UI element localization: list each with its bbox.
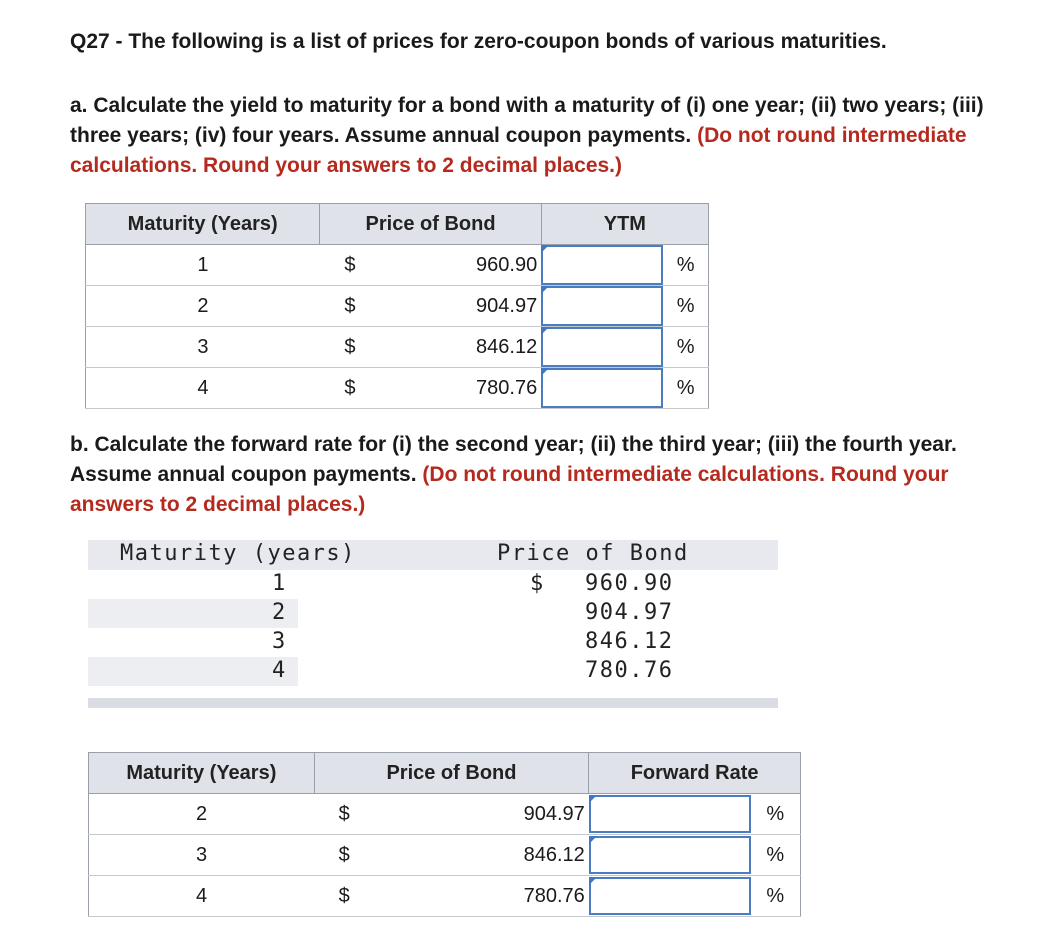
table-row	[86, 286, 709, 327]
mono-currency: $	[530, 571, 545, 596]
mono-price: 904.97	[585, 600, 674, 625]
mono-maturity: 2	[272, 600, 287, 625]
table-row	[89, 876, 801, 917]
mono-header-price: Price of Bond	[497, 541, 689, 566]
ytm-input-1[interactable]	[541, 245, 663, 285]
input-marker-icon	[589, 795, 597, 803]
maturity-cell: 3	[86, 327, 320, 368]
mono-header-maturity: Maturity (years)	[120, 541, 356, 566]
mono-table-bottom-bar	[88, 698, 778, 708]
part-b-text: b. Calculate the forward rate for (i) the second year; (ii) the third year; (iii) the fourth year. Assume annual coupon payments.	[70, 433, 957, 486]
table-row	[86, 327, 709, 368]
mono-price: 780.76	[585, 658, 674, 683]
currency-symbol: $	[314, 835, 374, 876]
currency-symbol: $	[314, 794, 374, 835]
mono-maturity: 3	[272, 629, 287, 654]
price-cell: 904.97	[380, 286, 541, 327]
ytm-table	[85, 203, 709, 409]
table-row	[86, 368, 709, 409]
input-marker-icon	[541, 327, 549, 335]
part-a-text: a. Calculate the yield to maturity for a bond with a maturity of (i) one year; (ii) two years; (iii) three years; (iv) four years. Assume annual coupon payments.	[70, 94, 984, 147]
input-marker-icon	[541, 368, 549, 376]
percent-unit: %	[751, 876, 801, 917]
forward-rate-input-4[interactable]	[589, 877, 751, 915]
currency-symbol: $	[314, 876, 374, 917]
maturity-cell: 2	[89, 794, 315, 835]
mono-maturity: 1	[272, 571, 287, 596]
maturity-cell: 1	[86, 245, 320, 286]
part-a-instructions	[70, 91, 1010, 181]
maturity-cell: 4	[86, 368, 320, 409]
ytm-header-maturity: Maturity (Years)	[86, 204, 320, 245]
part-b-note: (Do not round intermediate calculations. Round your answers to 2 decimal places.)	[70, 463, 949, 516]
mono-row-band	[88, 599, 298, 628]
mono-price: 846.12	[585, 629, 674, 654]
part-a-note: (Do not round intermediate calculations. Round your answers to 2 decimal places.)	[70, 124, 967, 177]
forward-header-maturity: Maturity (Years)	[89, 753, 315, 794]
mono-price: 960.90	[585, 571, 674, 596]
percent-unit: %	[751, 794, 801, 835]
ytm-input-4[interactable]	[541, 368, 663, 408]
ytm-header-price: Price of Bond	[320, 204, 541, 245]
price-cell: 846.12	[374, 835, 589, 876]
percent-unit: %	[751, 835, 801, 876]
percent-unit: %	[663, 286, 708, 327]
forward-header-price: Price of Bond	[314, 753, 589, 794]
price-cell: 846.12	[380, 327, 541, 368]
price-cell: 904.97	[374, 794, 589, 835]
price-cell: 780.76	[374, 876, 589, 917]
table-row	[86, 245, 709, 286]
percent-unit: %	[663, 368, 708, 409]
percent-unit: %	[663, 327, 708, 368]
ytm-header-ytm: YTM	[541, 204, 708, 245]
price-cell: 960.90	[380, 245, 541, 286]
currency-symbol: $	[320, 286, 380, 327]
maturity-cell: 3	[89, 835, 315, 876]
maturity-cell: 2	[86, 286, 320, 327]
currency-symbol: $	[320, 245, 380, 286]
ytm-header-row	[86, 204, 709, 245]
percent-unit: %	[663, 245, 708, 286]
part-b-instructions	[70, 430, 1010, 520]
input-marker-icon	[589, 836, 597, 844]
ytm-input-2[interactable]	[541, 286, 663, 326]
mono-row-band	[88, 657, 298, 686]
forward-rate-table	[88, 752, 801, 917]
input-marker-icon	[541, 245, 549, 253]
forward-header-rate: Forward Rate	[589, 753, 801, 794]
maturity-cell: 4	[89, 876, 315, 917]
table-row	[89, 794, 801, 835]
mono-maturity: 4	[272, 658, 287, 683]
question-heading: Q27 - The following is a list of prices for zero-coupon bonds of various maturities.	[70, 30, 887, 53]
forward-rate-input-2[interactable]	[589, 795, 751, 833]
input-marker-icon	[589, 877, 597, 885]
currency-symbol: $	[320, 368, 380, 409]
forward-header-row	[89, 753, 801, 794]
ytm-input-3[interactable]	[541, 327, 663, 367]
currency-symbol: $	[320, 327, 380, 368]
input-marker-icon	[541, 286, 549, 294]
table-row	[89, 835, 801, 876]
price-cell: 780.76	[380, 368, 541, 409]
forward-rate-input-3[interactable]	[589, 836, 751, 874]
